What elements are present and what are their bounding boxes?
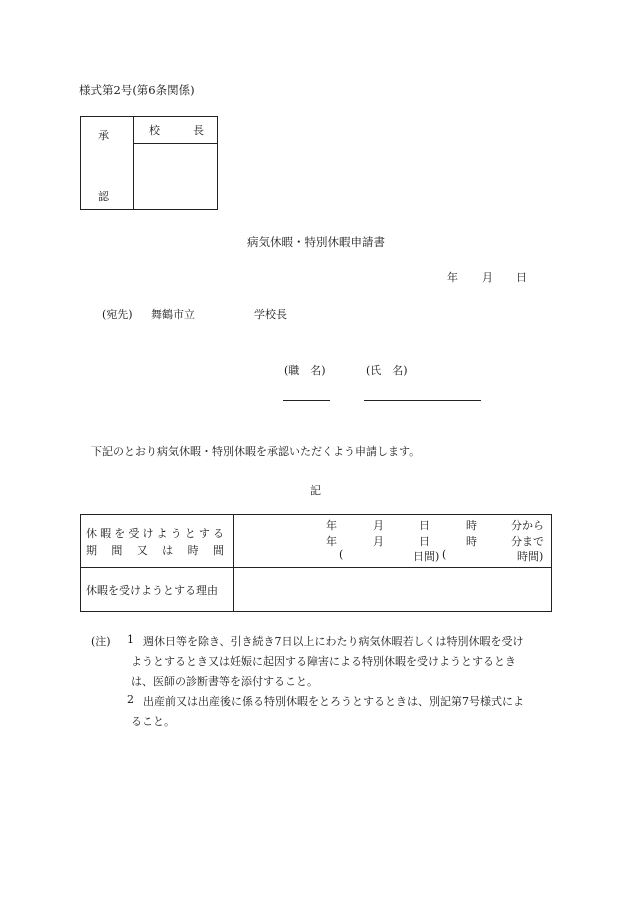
from-day: 日 [419, 519, 430, 532]
form-title: 病気休暇・特別休暇申請書 [247, 235, 385, 249]
form-number: 様式第2号(第6条関係) [79, 83, 195, 97]
principal-label-b: 長 [193, 124, 204, 137]
period-header-char: と [184, 527, 196, 540]
from-minute: 分から [511, 519, 544, 532]
total-open-paren: ( [339, 548, 344, 561]
period-header-char: 暇 [100, 527, 112, 540]
period-header-char: け [142, 527, 154, 540]
period-header-char: 時 [187, 544, 199, 557]
to-month: 月 [373, 535, 384, 548]
period-header-char: す [198, 527, 210, 540]
period-header-char: る [212, 527, 224, 540]
addressee-prefix: (宛先) [102, 308, 133, 321]
from-month: 月 [373, 519, 384, 532]
note-1-line-2: ようとするとき又は妊娠に起因する障害による特別休暇を受けようとするとき [131, 655, 516, 668]
to-day: 日 [419, 535, 430, 548]
date-day-label: 日 [516, 271, 527, 284]
leave-table [80, 514, 552, 612]
notes-label: (注) [91, 635, 111, 648]
name-signature-line[interactable] [364, 400, 481, 401]
date-month-label: 月 [482, 271, 493, 284]
period-header-line2 [86, 542, 224, 558]
note-2-line-1: 出産前又は出産後に係る特別休暇をとろうとするときは、別記第7号様式によ [143, 695, 524, 708]
principal-seal-area[interactable] [134, 144, 217, 209]
to-hour: 時 [466, 535, 477, 548]
reason-field[interactable] [234, 568, 551, 611]
to-minute: 分まで [511, 535, 544, 548]
approval-box [80, 116, 218, 210]
addressee-school: 学校長 [254, 308, 287, 321]
period-header-char: う [170, 527, 182, 540]
period-header-line1 [86, 525, 224, 541]
period-header-char: を [114, 527, 126, 540]
note-2-number: 2 [127, 693, 134, 706]
date-year-label: 年 [447, 271, 458, 284]
total-open-paren-2: ( [442, 548, 447, 561]
total-hours-label: 時間) [517, 550, 544, 563]
period-header-char: 休 [86, 527, 97, 540]
record-heading: 記 [310, 484, 321, 497]
principal-label-a: 校 [149, 124, 160, 137]
from-hour: 時 [466, 519, 477, 532]
position-signature-line[interactable] [283, 400, 330, 401]
period-header-char: は [162, 544, 174, 557]
request-text: 下記のとおり病気休暇・特別休暇を承認いただくよう申請します。 [91, 445, 421, 458]
from-year: 年 [326, 519, 337, 532]
period-header-char: 間 [212, 544, 224, 557]
total-days-label: 日間) [413, 550, 440, 563]
period-header-char: 受 [128, 527, 140, 540]
position-label: (職 名) [284, 364, 326, 377]
note-1-line-3: は、医師の診断書等を添付すること。 [131, 675, 318, 688]
to-year: 年 [326, 535, 337, 548]
period-header-char: 間 [111, 544, 123, 557]
addressee-city: 舞鶴市立 [151, 308, 195, 321]
period-header-char: よ [156, 527, 168, 540]
reason-header: 休暇を受けようとする理由 [86, 584, 218, 597]
period-header-char: 期 [86, 544, 97, 557]
note-2-line-2: ること。 [131, 715, 175, 728]
period-header-char: 又 [136, 544, 148, 557]
approval-label-bottom: 認 [98, 190, 109, 203]
name-label: (氏 名) [366, 364, 408, 377]
note-1-line-1: 週休日等を除き、引き続き7日以上にわたり病気休暇若しくは特別休暇を受け [143, 635, 524, 648]
note-1-number: 1 [127, 633, 134, 646]
approval-label-top: 承 [98, 129, 109, 142]
